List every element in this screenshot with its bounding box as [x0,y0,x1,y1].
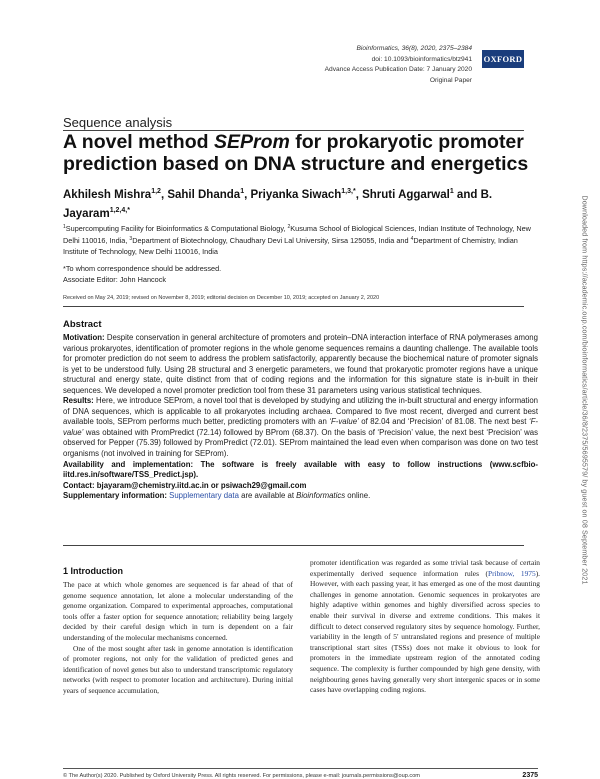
citation-link[interactable]: Pribnow, 1975 [487,568,536,578]
abstract-availability: Availability and implementation: The software is freely available with easy to follow instructions (www.scfbio-iitd.res.in/software/TSS_Predict.jsp). [63,459,538,480]
journal-header [325,44,472,86]
abstract-motivation: Motivation: Despite conservation in general architecture of promoters and protein–DNA interaction interface of RNA polymerases among various prokaryotes, identification of promoter regions in the whole genome sequences remains a daunting challenge. The available tools for promoter prediction do not seem to address the problem satisfactorily, apparently because the biochemical nature of promoter signals is yet to be understood fully. Using 28 structural and 3 energetic parameters, we found that prokaryotic promoter regions have a unique structural and energy state, quite distinct from that of coding regions and the information for this signature state is in-built in their sequences. We developed a novel promoter prediction tool from these 31 parameters using various statistical techniques. [63,333,538,395]
abstract-body [63,333,538,502]
correspondence-note: *To whom correspondence should be addressed. [63,264,222,273]
advance-access-date: Advance Access Publication Date: 7 January 2020 [324,66,472,74]
abstract-results: Results: Here, we introduce SEProm, a novel tool that is developed by studying and utilizing the in-built structural and energy information of DNA sequences, which is applicable to all prokaryotes including archaea. Compared to five most recent, diverged and current best available tools, SEProm performs much better, predicting promoters with an ‘F-value’ of 82.04 and ‘Precision’ of 81.08. The next best ‘F-value’ was obtained with PromPredict (72.14) followed by BProm (68.37). On the basis of ‘Precision’ value, the next best ‘Precision’ was observed for Pepper (75.39) followed by PromPredict (72.01). SEProm maintained the lead even when comparison was done on two test organisms (not involved in training for SEProm). [63,396,538,459]
author[interactable]: Sahil Dhanda$^1$ [167,188,245,201]
paragraph: promoter identification was regarded as some trivial task because of certain experimentally derived sequence information rules (Pribnow, 1975). However, with each passing year, it has emerged as one of the most daunting challenges in genome annotation. Genomic sequences in prokaryotes are highly adaptive within genomes and highly diversified across species to enable their survival in diverse and extreme conditions. This makes it difficult to detect conserved regulatory sites by sequence homology. Further, variability in the length of 5′ untranslated regions and presence of multiple transcriptional start sites (TSSs) does not make it obvious to look for promoters in the immediate upstream region of the annotated coding sequence. The complexity is further compounded by high gene density, with neighbouring genes having generally very short intergenic spaces or in some cases have overlapping coding regions. [310,558,540,695]
divider [63,545,524,546]
author[interactable]: Shruti Aggarwal$^1$ [362,188,454,201]
download-watermark: Downloaded from https://academic.oup.com/bioinformatics/article/36/8/2375/5695579/ by guest on 08 September 2021 [580,195,590,585]
associate-editor: Associate Editor: John Hancock [63,275,167,284]
author-list: Akhilesh Mishra$^{1,2}$, Sahil Dhanda$^1$, Priyanka Siwach$^{1,3,*}$, Shruti Aggarwal$^1$ and B. Jayaram$^{1,2,4,*}$ [63,188,493,220]
journal-citation: Bioinformatics, 36(8), 2020, 2375–2384 [356,45,472,52]
paper-title: A novel method SEProm for prokaryotic promoter prediction based on DNA structure and energetics [63,131,529,175]
abstract-contact: Contact: bjayaram@chemistry.iitd.ac.in or psiwach29@gmail.com [63,480,307,490]
author[interactable]: B. Jayaram$^{1,2,4,*}$ [63,189,493,220]
copyright-footer: © The Author(s) 2020. Published by Oxford University Press. All rights reserved. For permissions, please e-mail: journals.permissions@oup.com [63,773,420,779]
abstract-supplementary: Supplementary information: Supplementary data are available at Bioinformatics online. [63,491,371,501]
method-name: SEProm [213,131,290,153]
paragraph: One of the most sought after task in genome annotation is identification of promoter regions, not only for the validation of predicted genes and identification of novel genes but also to understand transcriptomic regulatory networks (with respect to promoter location and architecture). During initial years of sequence accumulation, [63,643,293,695]
paper-type: Original Paper [429,76,472,84]
footer-divider [63,768,538,769]
abstract-heading: Abstract [63,319,102,330]
paragraph: The pace at which whole genomes are sequenced is far ahead of that of genome sequence annotation, let alone a molecular understanding of the genome organization. Compared to experimental approaches, computational tools offer a faster option for sequence annotation; reliability being largely decided by their careful design which in turn is dependent on a fair understanding of the molecular mechanisms concerned. [63,580,293,642]
introduction-heading: 1 Introduction [63,566,123,576]
received-dates: Received on May 24, 2019; revised on November 8, 2019; editorial decision on December 10, 2019; accepted on January 2, 2020 [63,295,380,301]
oxford-logo: OXFORD [482,50,524,68]
divider [63,306,524,307]
column-right [310,558,540,696]
affiliations: $^1$Supercomputing Facility for Bioinformatics & Computational Biology, $^2$Kusuma School of Biological Sciences, Indian Institute of Technology, New Delhi 110016, India, $^3$Department of Biotechnology, Chaudhary Devi Lal University, Sirsa 125055, India and $^4$Department of Chemistry, Indian Institute of Technology, New Delhi 110016, India [63,224,531,256]
author[interactable]: Akhilesh Mishra$^{1,2}$ [63,188,161,201]
page-number: 2375 [522,772,538,779]
author[interactable]: Priyanka Siwach$^{1,3,*}$ [250,188,356,201]
section-type: Sequence analysis [63,115,173,130]
doi[interactable]: doi: 10.1093/bioinformatics/btz941 [371,55,472,63]
column-left [63,580,293,697]
supplementary-data-link[interactable]: Supplementary data [169,491,239,501]
